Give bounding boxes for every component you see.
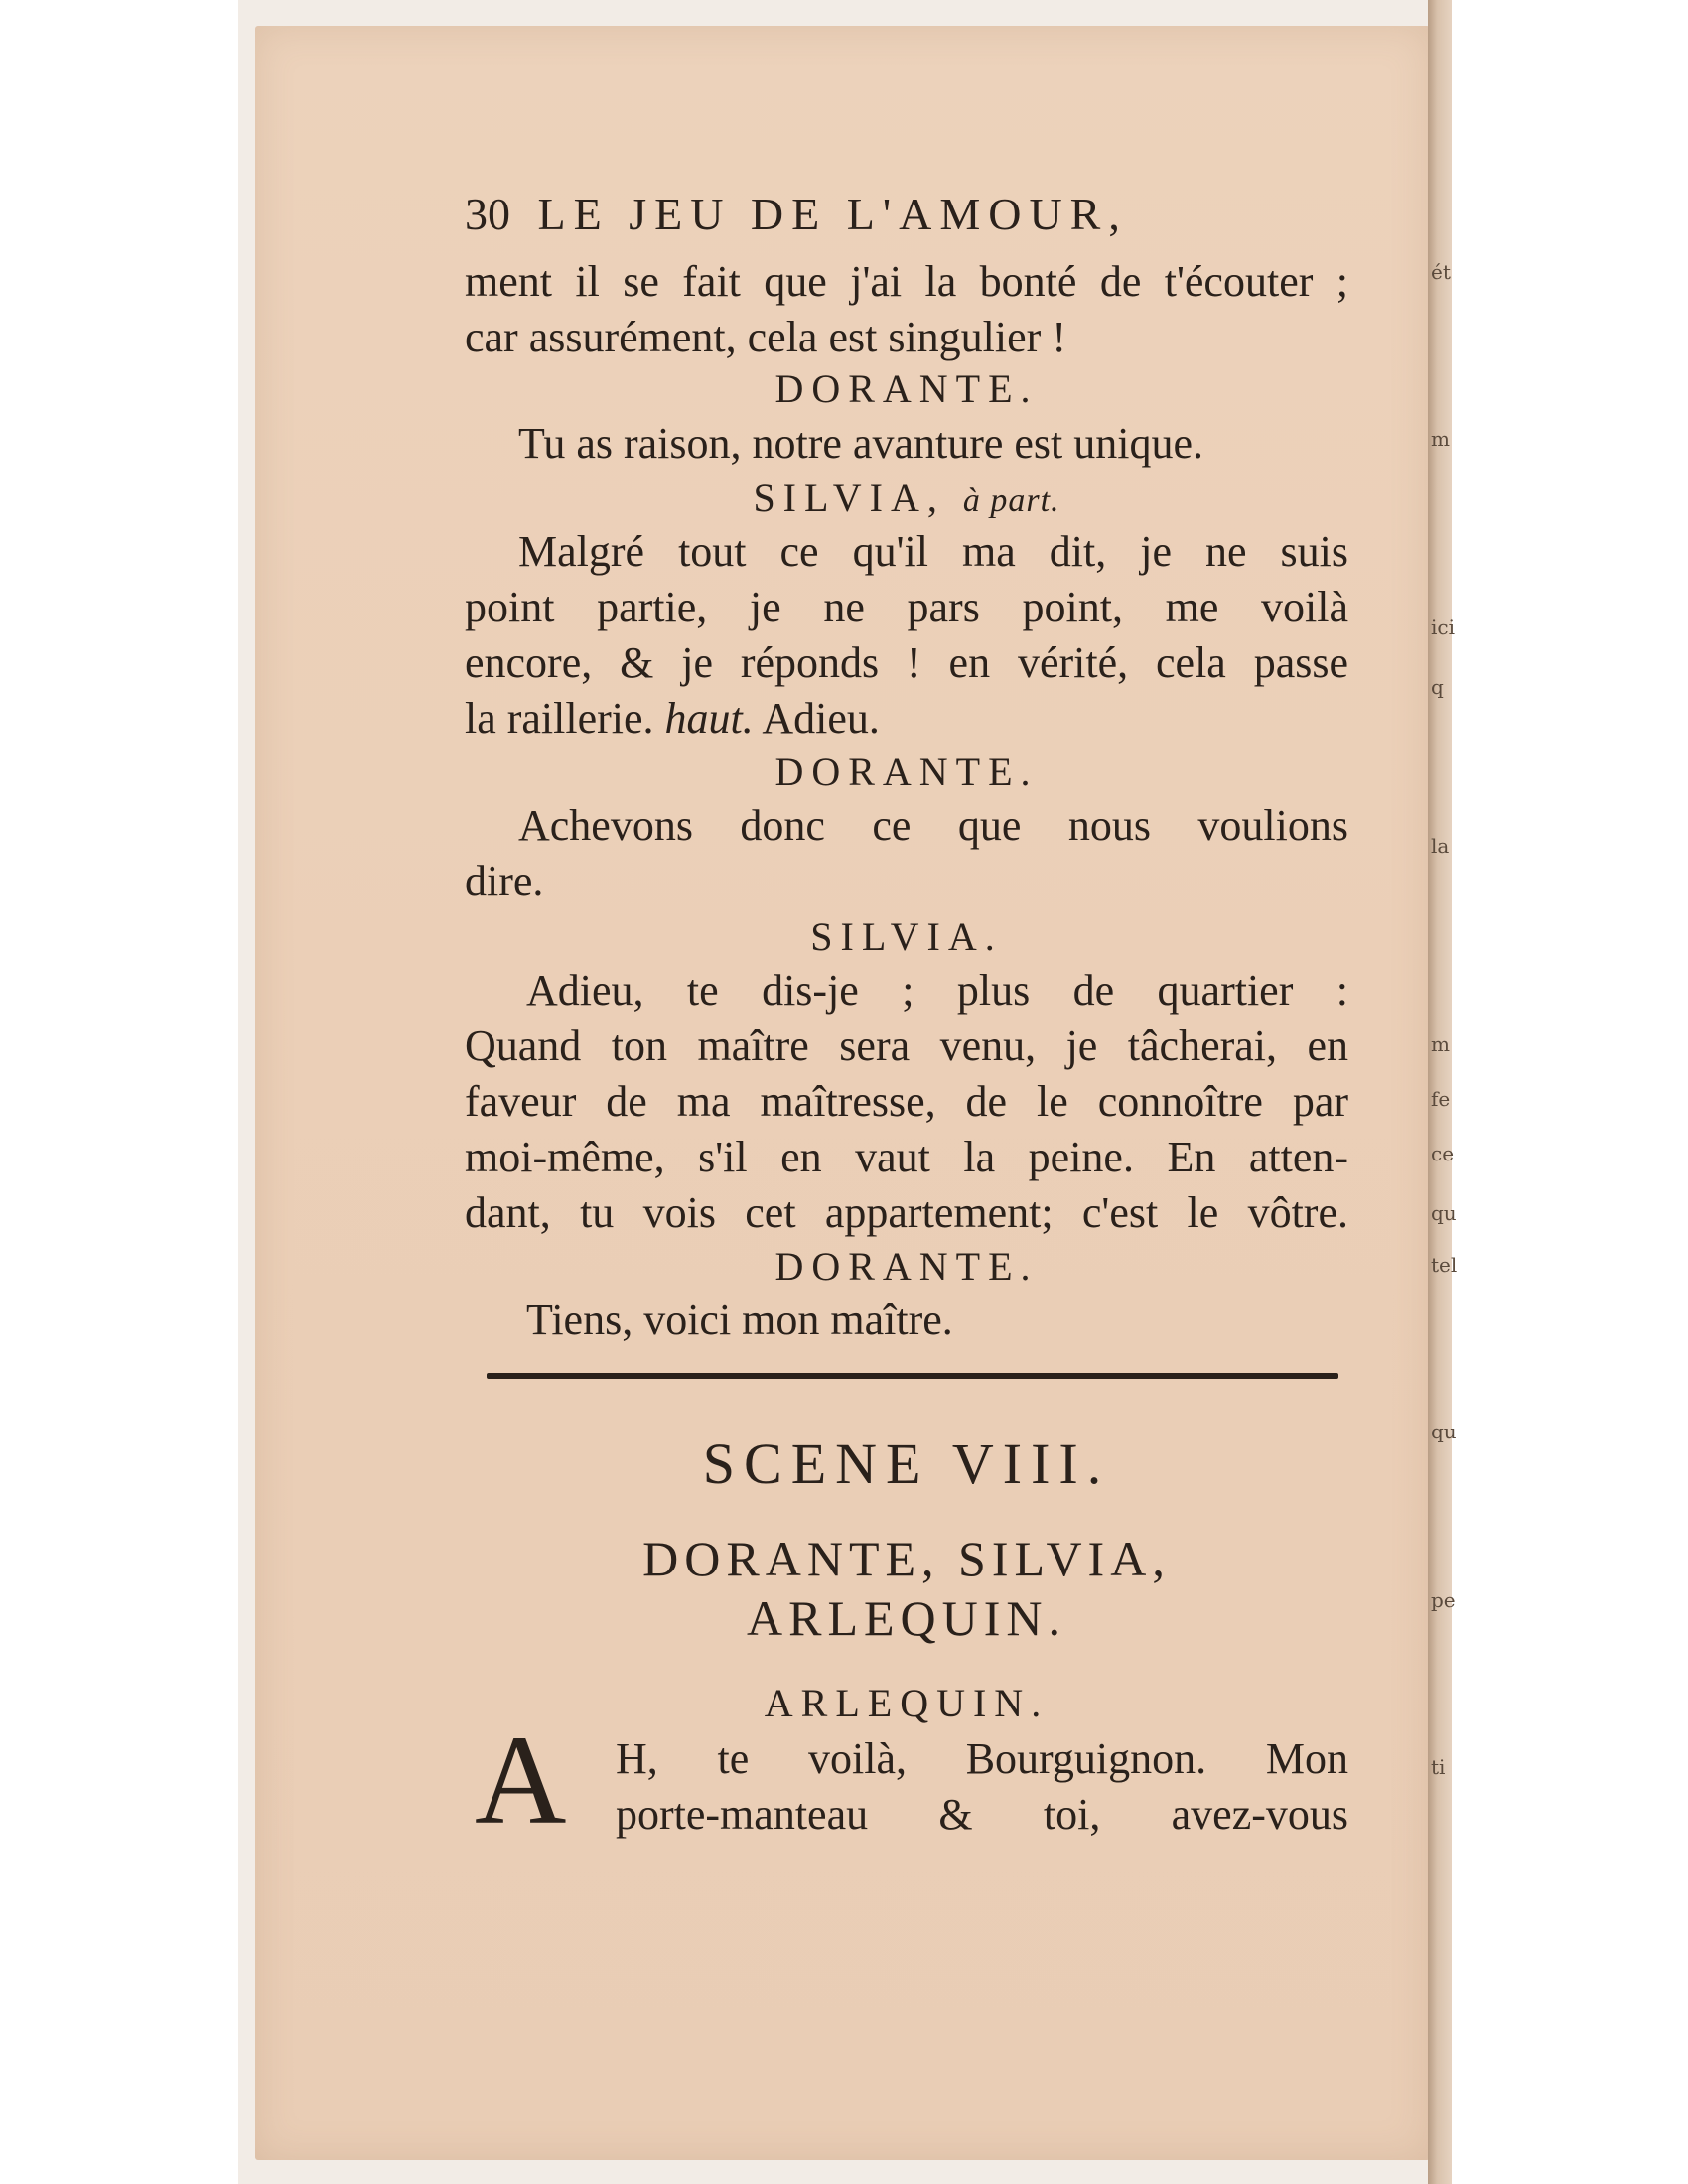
text-line: ment il se fait que j'ai la bonté de t'écouter ; bbox=[465, 257, 1348, 306]
speaker-label: SILVIA, bbox=[753, 476, 945, 520]
text-segment: Adieu. bbox=[762, 694, 880, 743]
speaker-name bbox=[465, 473, 1348, 527]
speaker-name: ARLEQUIN. bbox=[764, 1681, 1050, 1725]
scene-characters: ARLEQUIN. bbox=[746, 1590, 1067, 1646]
facing-page-fragment: ét bbox=[1431, 260, 1451, 284]
speaker-name: DORANTE. bbox=[774, 1244, 1039, 1289]
facing-page-fragment: qu bbox=[1431, 1420, 1457, 1443]
text-line: H, te voilà, Bourguignon. Mon bbox=[616, 1734, 1348, 1783]
text-line: Malgré tout ce qu'il ma dit, je ne suis bbox=[518, 527, 1348, 576]
facing-page-fragment: q bbox=[1431, 675, 1444, 699]
text-line: Quand ton maître sera venu, je tâcherai, en bbox=[465, 1022, 1348, 1070]
speaker-name: DORANTE. bbox=[774, 750, 1039, 794]
drop-cap: A bbox=[475, 1709, 567, 1850]
text-line: porte-manteau & toi, avez-vous bbox=[616, 1790, 1348, 1839]
scene-title: SCENE VIII. bbox=[702, 1432, 1111, 1496]
facing-page-fragment: la bbox=[1431, 834, 1450, 858]
facing-page-fragment: fe bbox=[1431, 1087, 1451, 1111]
speaker-name: DORANTE. bbox=[774, 366, 1039, 411]
section-divider bbox=[487, 1373, 1338, 1379]
running-head bbox=[465, 187, 1348, 242]
text-line: dire. bbox=[465, 857, 544, 905]
facing-page-fragment: tel bbox=[1431, 1253, 1458, 1277]
facing-page-fragment: qu bbox=[1431, 1201, 1457, 1225]
text-line bbox=[465, 693, 1348, 745]
facing-page-fragment: m bbox=[1431, 1032, 1450, 1056]
stage-direction: haut. bbox=[664, 694, 754, 743]
text-line: encore, & je réponds ! en vérité, cela passe bbox=[465, 638, 1348, 687]
text-line: Adieu, te dis-je ; plus de quartier : bbox=[526, 966, 1348, 1015]
facing-page-fragment: pe bbox=[1431, 1588, 1456, 1612]
facing-page-fragment: ce bbox=[1431, 1142, 1455, 1165]
text-line: Achevons donc ce que nous voulions bbox=[518, 801, 1348, 850]
text-line: car assurément, cela est singulier ! bbox=[465, 313, 1066, 361]
text-line: Tiens, voici mon maître. bbox=[526, 1296, 953, 1344]
text-line: moi-même, s'il en vaut la peine. En atten- bbox=[465, 1133, 1348, 1181]
running-title: LE JEU DE L'AMOUR, bbox=[537, 189, 1128, 239]
text-line: point partie, je ne pars point, me voilà bbox=[465, 583, 1348, 631]
facing-page-fragment: ti bbox=[1431, 1755, 1446, 1779]
text-line: dant, tu vois cet appartement; c'est le vôtre. bbox=[465, 1188, 1348, 1237]
text-line: faveur de ma maîtresse, de le connoître par bbox=[465, 1077, 1348, 1126]
stage-direction: à part. bbox=[962, 482, 1060, 519]
facing-page-fragment: ici bbox=[1431, 615, 1455, 639]
scene-characters: DORANTE, SILVIA, bbox=[642, 1531, 1171, 1586]
facing-page-fragment: m bbox=[1431, 427, 1450, 451]
speaker-name: SILVIA. bbox=[810, 914, 1003, 959]
text-segment: la raillerie. bbox=[465, 694, 654, 743]
page-number: 30 bbox=[465, 189, 510, 239]
text-line: Tu as raison, notre avanture est unique. bbox=[518, 419, 1204, 468]
